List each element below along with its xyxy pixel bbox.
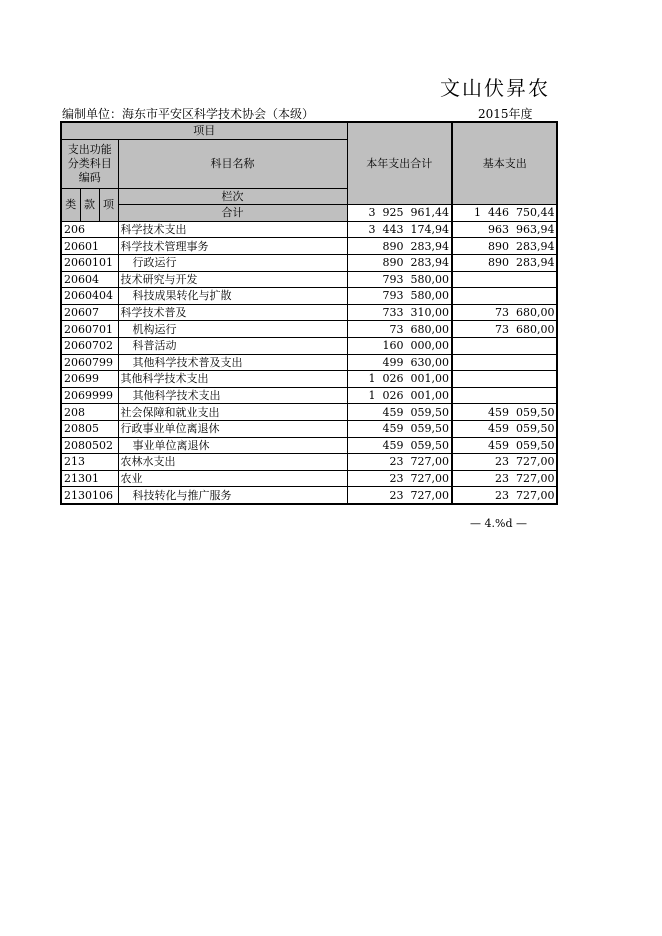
row-basic-value: 890 283,94 — [452, 254, 557, 271]
row-total-value: 459 059,50 — [347, 437, 452, 454]
compiling-unit: 编制单位：海东市平安区科学技术协会（本级） — [62, 107, 315, 121]
row-subject-name: 科技转化与推广服务 — [118, 487, 347, 504]
row-code: 213 — [61, 454, 118, 471]
row-code: 20601 — [61, 238, 118, 255]
row-code: 2060799 — [61, 354, 118, 371]
row-total-value: 160 000,00 — [347, 337, 452, 354]
row-basic-value: 459 059,50 — [452, 437, 557, 454]
row-subject-name: 其他科学技术普及支出 — [118, 354, 347, 371]
table-row — [61, 404, 557, 421]
row-total-value: 793 580,00 — [347, 271, 452, 288]
table-row — [61, 437, 557, 454]
table-row — [61, 470, 557, 487]
row-code: 2069999 — [61, 387, 118, 404]
table-row — [61, 354, 557, 371]
table-row — [61, 487, 557, 504]
row-basic-value: 23 727,00 — [452, 487, 557, 504]
row-subject-name: 行政运行 — [118, 254, 347, 271]
row-total-value: 499 630,00 — [347, 354, 452, 371]
table-row — [61, 321, 557, 338]
row-basic-value — [452, 337, 557, 354]
row-code: 2060701 — [61, 321, 118, 338]
row-basic-value — [452, 271, 557, 288]
row-total-value: 3 443 174,94 — [347, 221, 452, 238]
table-row — [61, 371, 557, 388]
row-code: 20604 — [61, 271, 118, 288]
row-basic-value: 73 680,00 — [452, 304, 557, 321]
xiang-header: 项 — [99, 188, 118, 221]
row-total-value: 459 059,50 — [347, 420, 452, 437]
lei-header: 类 — [61, 188, 80, 221]
row-subject-name: 科普活动 — [118, 337, 347, 354]
row-basic-value: 459 059,50 — [452, 404, 557, 421]
row-basic-value: 459 059,50 — [452, 420, 557, 437]
row-code: 20699 — [61, 371, 118, 388]
table-row — [61, 254, 557, 271]
page-footer: — 4.%d — — [470, 517, 527, 530]
table-row — [61, 454, 557, 471]
row-basic-value — [452, 354, 557, 371]
row-basic-value — [452, 288, 557, 305]
row-subject-name: 科学技术普及 — [118, 304, 347, 321]
row-total-value: 73 680,00 — [347, 321, 452, 338]
row-subject-name: 机构运行 — [118, 321, 347, 338]
row-code: 208 — [61, 404, 118, 421]
report-year: 2015年度 — [478, 107, 533, 121]
report-title: 文山伏昇农 — [440, 76, 550, 100]
kuan-header: 款 — [80, 188, 99, 221]
row-basic-value: 73 680,00 — [452, 321, 557, 338]
heji-total-value: 3 925 961,44 — [347, 205, 452, 222]
table-row — [61, 387, 557, 404]
table-row — [61, 238, 557, 255]
row-subject-name: 科技成果转化与扩散 — [118, 288, 347, 305]
row-subject-name: 其他科学技术支出 — [118, 387, 347, 404]
row-subject-name: 农业 — [118, 470, 347, 487]
row-basic-value: 963 963,94 — [452, 221, 557, 238]
row-code: 2080502 — [61, 437, 118, 454]
table-row — [61, 304, 557, 321]
row-total-value: 23 727,00 — [347, 454, 452, 471]
col-basic-header: 基本支出 — [452, 122, 557, 205]
project-header: 项目 — [61, 122, 347, 139]
row-code: 206 — [61, 221, 118, 238]
func-code-header: 支出功能分类科目编码 — [61, 139, 118, 188]
expenditure-table — [60, 121, 558, 505]
header-row-project — [61, 122, 557, 139]
row-total-value: 793 580,00 — [347, 288, 452, 305]
subject-name-header: 科目名称 — [118, 139, 347, 188]
row-subject-name: 科学技术管理事务 — [118, 238, 347, 255]
heji-basic-value: 1 446 750,44 — [452, 205, 557, 222]
row-code: 2060702 — [61, 337, 118, 354]
table-row — [61, 288, 557, 305]
table-row — [61, 271, 557, 288]
row-subject-name: 社会保障和就业支出 — [118, 404, 347, 421]
row-basic-value — [452, 371, 557, 388]
row-total-value: 1 026 001,00 — [347, 371, 452, 388]
row-total-value: 23 727,00 — [347, 470, 452, 487]
row-subject-name: 农林水支出 — [118, 454, 347, 471]
row-basic-value: 23 727,00 — [452, 454, 557, 471]
heji-label: 合计 — [118, 205, 347, 222]
row-code: 2130106 — [61, 487, 118, 504]
row-total-value: 890 283,94 — [347, 238, 452, 255]
table-row — [61, 337, 557, 354]
row-code: 20607 — [61, 304, 118, 321]
row-code: 20805 — [61, 420, 118, 437]
row-total-value: 890 283,94 — [347, 254, 452, 271]
total-row — [61, 205, 557, 222]
row-total-value: 1 026 001,00 — [347, 387, 452, 404]
row-total-value: 459 059,50 — [347, 404, 452, 421]
row-basic-value: 890 283,94 — [452, 238, 557, 255]
row-basic-value: 23 727,00 — [452, 470, 557, 487]
row-code: 21301 — [61, 470, 118, 487]
lanci-header: 栏次 — [118, 188, 347, 205]
table-row — [61, 221, 557, 238]
row-subject-name: 技术研究与开发 — [118, 271, 347, 288]
row-code: 2060404 — [61, 288, 118, 305]
row-subject-name: 其他科学技术支出 — [118, 371, 347, 388]
row-basic-value — [452, 387, 557, 404]
row-subject-name: 事业单位离退休 — [118, 437, 347, 454]
col-total-header: 本年支出合计 — [347, 122, 452, 205]
row-total-value: 733 310,00 — [347, 304, 452, 321]
row-code: 2060101 — [61, 254, 118, 271]
row-total-value: 23 727,00 — [347, 487, 452, 504]
row-subject-name: 行政事业单位离退休 — [118, 420, 347, 437]
row-subject-name: 科学技术支出 — [118, 221, 347, 238]
table-row — [61, 420, 557, 437]
